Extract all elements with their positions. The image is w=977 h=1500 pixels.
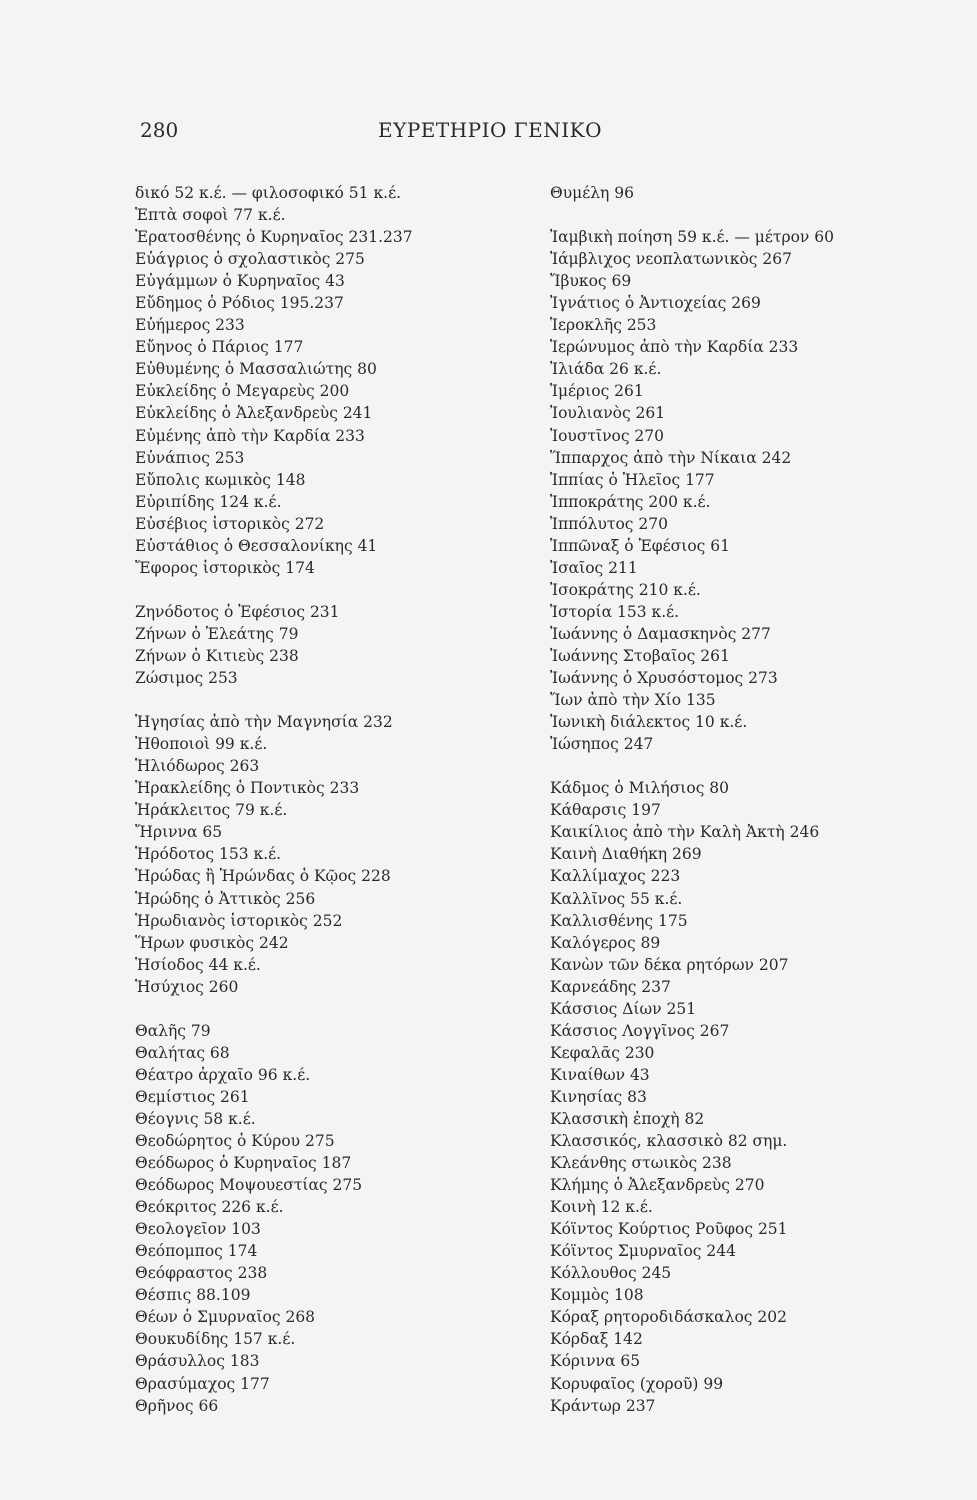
index-entry: Κράντωρ 237 — [550, 1396, 656, 1415]
index-entry: Καινὴ Διαθήκη 269 — [550, 845, 702, 864]
index-entry: Καλλῖνος 55 κ.έ. — [550, 889, 683, 908]
index-entry: Κιναίθων 43 — [550, 1065, 650, 1084]
index-entry: Θέατρο ἀρχαῖο 96 κ.έ. — [135, 1065, 311, 1084]
index-entry: Κόρδαξ 142 — [550, 1330, 643, 1349]
index-entry: Κόϊντος Κούρτιος Ροῦφος 251 — [550, 1220, 788, 1239]
index-entry: Κινησίας 83 — [550, 1087, 647, 1106]
index-entry: Εὐκλείδης ὁ Ἀλεξανδρεὺς 241 — [135, 404, 373, 423]
index-entry: Ἐρατοσθένης ὁ Κυρηναῖος 231.237 — [135, 228, 413, 247]
index-entry: Κλασσικὴ ἐποχὴ 82 — [550, 1109, 705, 1128]
index-entry: Κάδμος ὁ Μιλήσιος 80 — [550, 779, 730, 798]
index-entry: Εὐστάθιος ὁ Θεσσαλονίκης 41 — [135, 536, 378, 555]
index-entry: Ἡρώδης ὁ Ἀττικὸς 256 — [135, 889, 316, 908]
index-entry: Ἱμέριος 261 — [550, 382, 644, 401]
index-entry: Ἰάμβλιχος νεοπλατωνικὸς 267 — [550, 250, 792, 269]
index-entry: Θεόφραστος 238 — [135, 1264, 268, 1283]
index-column-right — [550, 182, 930, 1417]
index-entry: Εὐμένης ἀπὸ τὴν Καρδία 233 — [135, 426, 365, 445]
group-spacer — [550, 755, 930, 777]
index-entry: Ἰωάννης Στοβαῖος 261 — [550, 646, 730, 665]
index-entry: Ἡσύχιος 260 — [135, 977, 239, 996]
index-entry: Θυμέλη 96 — [550, 184, 634, 202]
index-entry: Ἰσαῖος 211 — [550, 558, 638, 577]
index-entry: Ἰουλιανὸς 261 — [550, 404, 666, 423]
index-entry: Κάσσιος Λογγῖνος 267 — [550, 1021, 730, 1040]
index-entry: Ζήνων ὁ Ἐλεάτης 79 — [135, 624, 299, 643]
index-entry: Καρνεάδης 237 — [550, 977, 671, 996]
index-entry: Θεόκριτος 226 κ.έ. — [135, 1198, 284, 1217]
index-entry: Ἱππῶναξ ὁ Ἐφέσιος 61 — [550, 536, 730, 555]
index-entry: Ἠθοποιοὶ 99 κ.έ. — [135, 735, 268, 754]
index-entry: Ἱερώνυμος ἀπὸ τὴν Καρδία 233 — [550, 338, 799, 357]
index-entry: Θέογνις 58 κ.έ. — [135, 1109, 256, 1128]
index-entry: Κόλλουθος 245 — [550, 1264, 672, 1283]
index-entry: Καλόγερος 89 — [550, 933, 661, 952]
index-entry: Ἱππόλυτος 270 — [550, 514, 668, 533]
index-entry: Ἑπτὰ σοφοὶ 77 κ.έ. — [135, 206, 286, 225]
index-entry: Εὐήμερος 233 — [135, 316, 245, 335]
index-entry: Ἡσίοδος 44 κ.έ. — [135, 955, 261, 974]
index-entry: Ἡρακλείδης ὁ Ποντικὸς 233 — [135, 779, 360, 798]
index-entry: Ἱππίας ὁ Ἠλεῖος 177 — [550, 470, 715, 489]
index-entry: Κόραξ ρητοροδιδάσκαλος 202 — [550, 1308, 787, 1327]
index-entry: Θέων ὁ Σμυρναῖος 268 — [135, 1308, 316, 1327]
index-entry: Ἡράκλειτος 79 κ.έ. — [135, 801, 288, 820]
index-entry: Θέσπις 88.109 — [135, 1286, 251, 1305]
index-entry: Θεόδωρος ὁ Κυρηναῖος 187 — [135, 1154, 352, 1173]
index-entry: Καλλισθένης 175 — [550, 911, 688, 930]
index-entry: Ἴων ἀπὸ τὴν Χίο 135 — [550, 691, 716, 710]
index-entry: Εὐνάπιος 253 — [135, 448, 245, 467]
index-entry: Εὔδημος ὁ Ρόδιος 195.237 — [135, 294, 344, 313]
index-entry: Ἥρων φυσικὸς 242 — [135, 933, 289, 952]
index-entry: Ἰωάννης ὁ Χρυσόστομος 273 — [550, 669, 778, 688]
index-entry: Θρασύμαχος 177 — [135, 1374, 270, 1393]
index-entry: Ἡγησίας ἀπὸ τὴν Μαγνησία 232 — [135, 713, 393, 732]
index-entry: Θεοδώρητος ὁ Κύρου 275 — [135, 1132, 335, 1151]
index-entry: Ζώσιμος 253 — [135, 669, 238, 688]
index-entry: Εὐάγριος ὁ σχολαστικὸς 275 — [135, 250, 365, 269]
index-entry: Εὐσέβιος ἱστορικὸς 272 — [135, 514, 325, 533]
index-entry: Ζηνόδοτος ὁ Ἐφέσιος 231 — [135, 602, 340, 621]
group-spacer — [135, 689, 535, 711]
index-entry: Κόριννα 65 — [550, 1352, 641, 1371]
index-entry: Θεόπομπος 174 — [135, 1242, 258, 1261]
index-entry: Εὐγάμμων ὁ Κυρηναῖος 43 — [135, 272, 345, 291]
index-entry: Ἰγνάτιος ὁ Ἀντιοχείας 269 — [550, 294, 761, 313]
index-entry: Ἰουστῖνος 270 — [550, 426, 665, 445]
index-entry: Ἤριννα 65 — [135, 823, 223, 842]
index-entry: Κομμὸς 108 — [550, 1286, 644, 1305]
index-entry: Κλεάνθης στωικὸς 238 — [550, 1154, 732, 1173]
page-header — [140, 118, 840, 148]
index-entry: Θαλῆς 79 — [135, 1021, 211, 1040]
group-spacer — [550, 204, 930, 226]
index-entry: Ἡρωδιανὸς ἱστορικὸς 252 — [135, 911, 343, 930]
index-column-left — [135, 182, 535, 1417]
index-entry: Ἰλιάδα 26 κ.έ. — [550, 360, 662, 379]
index-entry: Εὐκλείδης ὁ Μεγαρεὺς 200 — [135, 382, 350, 401]
index-entry: Ζήνων ὁ Κιτιεὺς 238 — [135, 646, 299, 665]
index-entry: Θαλήτας 68 — [135, 1043, 230, 1062]
group-spacer — [135, 998, 535, 1020]
page-number: 280 — [140, 118, 179, 142]
index-entry: Καλλίμαχος 223 — [550, 867, 681, 886]
index-entry: Ἰσοκράτης 210 κ.έ. — [550, 580, 701, 599]
index-entry: Ἰωνικὴ διάλεκτος 10 κ.έ. — [550, 713, 748, 732]
index-entry: Ἡρόδοτος 153 κ.έ. — [135, 845, 282, 864]
index-entry: Κλασσικός, κλασσικὸ 82 σημ. — [550, 1132, 788, 1151]
index-entry: Εὔπολις κωμικὸς 148 — [135, 470, 306, 489]
index-entry: Θράσυλλος 183 — [135, 1352, 260, 1371]
index-entry: Κοινὴ 12 κ.έ. — [550, 1198, 653, 1217]
index-entry: Κόϊντος Σμυρναῖος 244 — [550, 1242, 736, 1261]
index-entry: Εὐριπίδης 124 κ.έ. — [135, 492, 282, 511]
index-entry: Ἱστορία 153 κ.έ. — [550, 602, 680, 621]
index-entry: Ἱεροκλῆς 253 — [550, 316, 657, 335]
index-entry: Κάθαρσις 197 — [550, 801, 661, 820]
group-spacer — [135, 579, 535, 601]
index-entry: Κορυφαῖος (χοροῦ) 99 — [550, 1374, 724, 1393]
index-entry: Ἰώσηπος 247 — [550, 735, 654, 754]
index-entry: Εὐθυμένης ὁ Μασσαλιώτης 80 — [135, 360, 377, 379]
index-entry: Θεολογεῖον 103 — [135, 1220, 261, 1239]
index-entry: Ἡρώδας ἢ Ἡρώνδας ὁ Κῷος 228 — [135, 867, 391, 886]
index-entry: Θεμίστιος 261 — [135, 1087, 250, 1106]
index-entry: Ἰαμβικὴ ποίηση 59 κ.έ. — μέτρον 60 — [550, 228, 835, 247]
index-entry: Ἰωάννης ὁ Δαμασκηνὸς 277 — [550, 624, 771, 643]
index-entry: Κανὼν τῶν δέκα ρητόρων 207 — [550, 955, 789, 974]
index-entry: Ἴβυκος 69 — [550, 272, 632, 291]
index-entry: δικό 52 κ.έ. — φιλοσοφικό 51 κ.έ. — [135, 184, 402, 202]
index-entry: Ἡλιόδωρος 263 — [135, 757, 260, 776]
index-entry: Κάσσιος Δίων 251 — [550, 999, 697, 1018]
running-title: ΕΥΡΕΤΗΡΙΟ ΓΕΝΙΚΟ — [378, 118, 602, 142]
index-entry: Θρῆνος 66 — [135, 1396, 219, 1415]
index-entry: Κεφαλᾶς 230 — [550, 1043, 655, 1062]
index-entry: Ἱπποκράτης 200 κ.έ. — [550, 492, 711, 511]
index-entry: Εὔηνος ὁ Πάριος 177 — [135, 338, 304, 357]
index-entry: Ἵππαρχος ἀπὸ τὴν Νίκαια 242 — [550, 448, 792, 467]
index-entry: Καικίλιος ἀπὸ τὴν Καλὴ Ἀκτὴ 246 — [550, 823, 820, 842]
index-entry: Κλήμης ὁ Ἀλεξανδρεὺς 270 — [550, 1176, 765, 1195]
index-entry: Θεόδωρος Μοψουεστίας 275 — [135, 1176, 363, 1195]
index-entry: Ἔφορος ἱστορικὸς 174 — [135, 558, 315, 577]
index-entry: Θουκυδίδης 157 κ.έ. — [135, 1330, 296, 1349]
